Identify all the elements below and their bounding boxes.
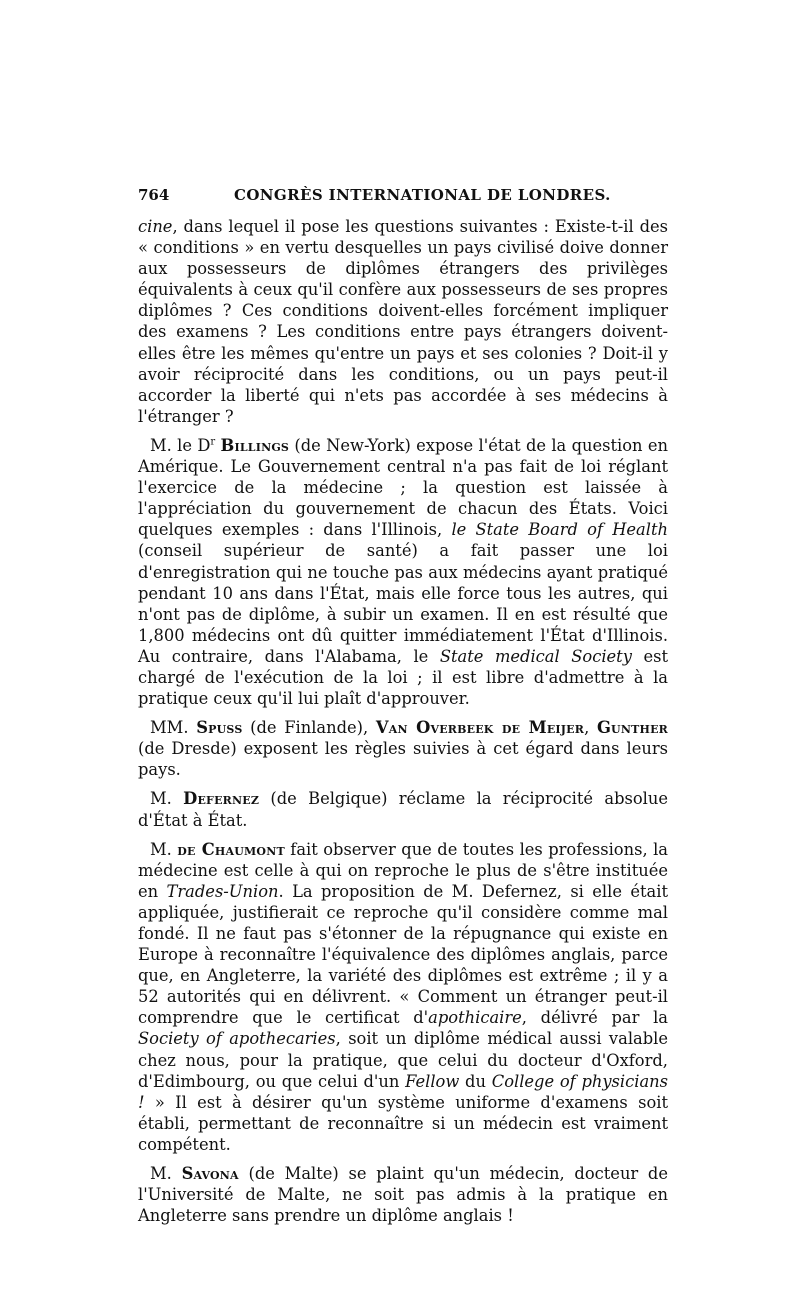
- superscript: r: [210, 436, 216, 448]
- paragraph-text: . La proposition de M. Defernez, si elle était appliquée, justifierait ce reproche qu'il considère comme mal fondé. Il ne faut pas s'étonner de la répugnance qui existe en Europe à reconnaître l'équivalence des diplômes anglais, parce que, en Angleterre, la variété des diplômes est extrême ; il y a 52 autorités qui en délivrent. « Comment un étranger peut-il comprendre que le certificat d': [138, 881, 668, 1028]
- speaker-name: Spuss: [196, 718, 243, 738]
- italic-text: Society of apothecaries: [138, 1029, 336, 1049]
- paragraph-text: M.: [150, 1164, 182, 1184]
- paragraph-text: est chargé de l'exécution de la loi ; il est libre d'admettre à la pratique ceux qu'il lui plaît d'approuver.: [138, 646, 669, 709]
- paragraph-text: du: [459, 1071, 492, 1091]
- italic-text: College of physicians !: [138, 1071, 668, 1112]
- paragraph-billings: [138, 435, 668, 709]
- speaker-name: Gunther: [596, 718, 669, 738]
- paragraph-text: fait observer que de toutes les professions, la médecine est celle à qui on reproche le plus de s'être instituée en: [138, 839, 668, 901]
- italic-text: Trades-Union: [166, 881, 279, 901]
- speaker-name: Van Overbeek de Meijer: [375, 718, 585, 738]
- paragraph-text: (de Belgique) réclame la réciprocité absolue d'État à État.: [138, 789, 668, 830]
- page-header: [138, 182, 668, 212]
- book-page: [138, 182, 668, 1226]
- paragraph-text: (de Malte) se plaint qu'un médecin, docteur de l'Université de Malte, ne soit pas admis à la pratique en Angleterre sans prendre un diplôme anglais !: [138, 1164, 668, 1226]
- paragraph-text: M. le D: [150, 435, 211, 455]
- speaker-name: Billings: [220, 435, 290, 455]
- italic-text: cine: [138, 217, 173, 236]
- speaker-name: Defernez: [183, 789, 260, 809]
- paragraph-text: (de Finlande),: [242, 718, 376, 738]
- paragraph-defernez: [138, 788, 668, 830]
- paragraph-savona: [138, 1163, 668, 1226]
- page-number: 764: [138, 186, 170, 204]
- paragraph-text: ,: [584, 718, 597, 738]
- italic-text: State medical Society: [439, 646, 632, 666]
- paragraph-text: M.: [150, 789, 184, 809]
- paragraph-de-chaumont: [138, 839, 668, 1155]
- paragraph-text: (de New-York) expose l'état de la question en Amérique. Le Gouvernement central n'a pas fait de loi réglant l'exercice de la médecine ; la question est laissée à l'appréciation du gouvernement de chacun des États. Voici quelques exemples : dans l'Illinois,: [138, 435, 668, 540]
- running-head: CONGRÈS INTERNATIONAL DE LONDRES.: [234, 186, 611, 204]
- speaker-name: Savona: [181, 1164, 239, 1184]
- italic-text: apothicaire: [428, 1008, 522, 1028]
- paragraph-continuation: [138, 216, 668, 427]
- italic-text: Fellow: [405, 1071, 460, 1091]
- paragraph-text: , soit un diplôme médical aussi valable chez nous, pour la pratique, que celui du docteur d'Oxford, d'Edimbourg, ou que celui d'un: [138, 1029, 668, 1091]
- paragraph-text: (conseil supérieur de santé) a fait passer une loi d'enregistration qui ne touche pas aux médecins ayant pratiqué pendant 10 ans dans l'État, mais elle force tous les autres, qui n'ont pas de diplôme, à subir un examen. Il en est résulté que 1,800 médecins ont dû quitter immédiatement l'État d'Illinois. Au contraire, dans l'Alabama, le: [138, 541, 668, 666]
- paragraph-text: , dans lequel il pose les questions suivantes : Existe-t-il des « conditions » en vertu desquelles un pays civilisé doive donner aux possesseurs de diplômes étrangers des privilèges équivalents à ceux qu'il confère aux possesseurs de ses propres diplômes ? Ces conditions doivent-elles forcément impliquer des examens ? Les conditions entre pays étrangers doivent-elles être les mêmes qu'entre un pays et ses colonies ? Doit-il y avoir réciprocité dans les conditions, ou un pays peut-il accorder la liberté qui n'ets pas accordée à ses médecins à l'étranger ?: [138, 217, 668, 426]
- paragraph-spuss: [138, 717, 668, 780]
- paragraph-text: MM.: [150, 718, 197, 738]
- paragraph-text: » Il est à désirer qu'un système uniforme d'examens soit établi, permettant de reconnaître si un médecin est vraiment compétent.: [138, 1092, 668, 1154]
- paragraph-text: , délivré par la: [521, 1008, 668, 1028]
- speaker-name: de Chaumont: [177, 839, 285, 859]
- paragraph-text: (de Dresde) exposent les règles suivies à cet égard dans leurs pays.: [138, 739, 668, 780]
- italic-text: le State Board of Health: [451, 520, 668, 540]
- paragraph-text: M.: [150, 839, 178, 859]
